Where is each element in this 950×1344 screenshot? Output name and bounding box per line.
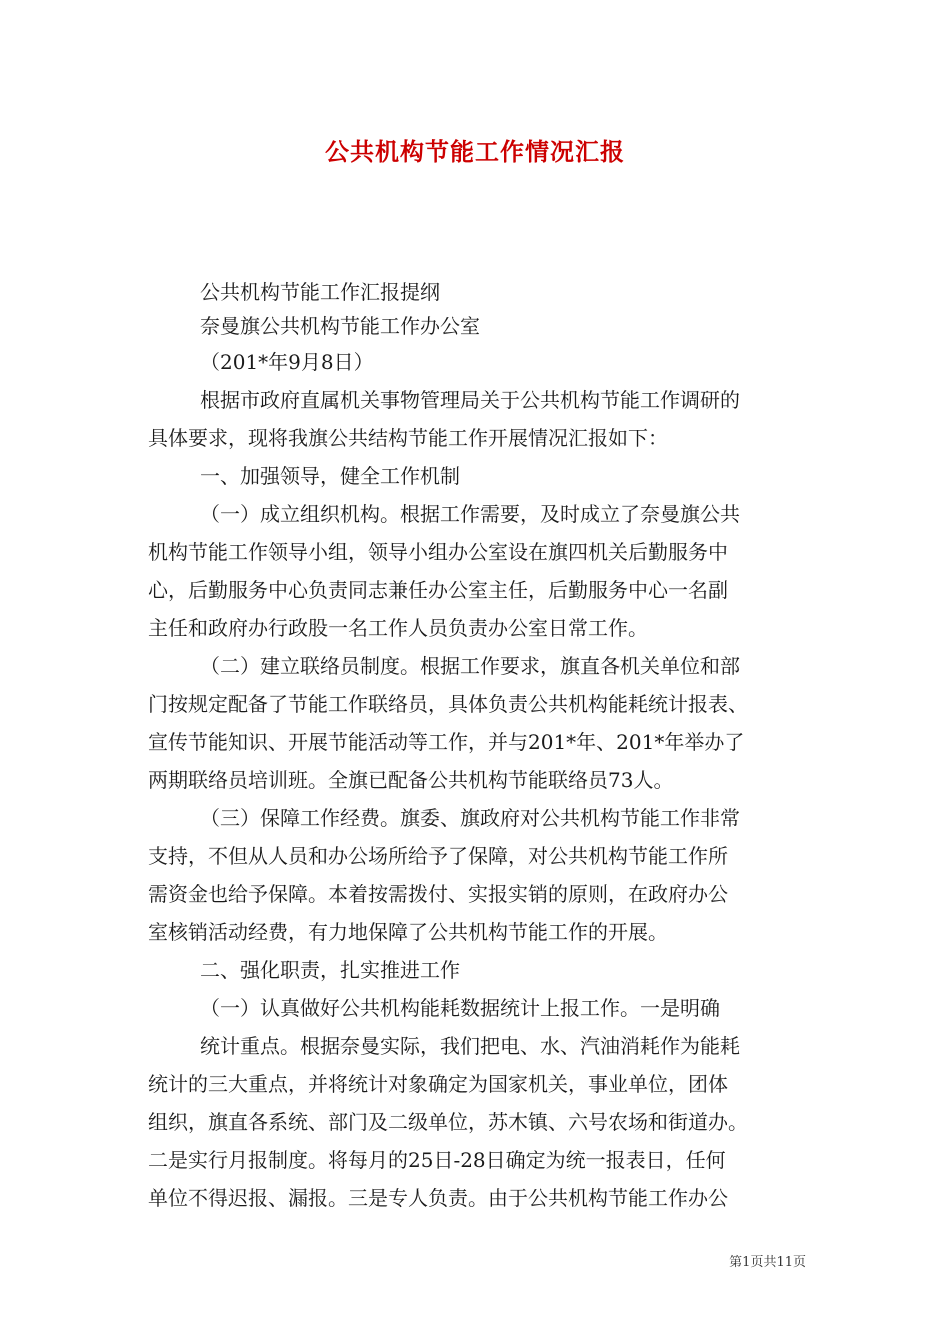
paragraph-line: 两期联络员培训班。全旗已配备公共机构节能联络员73人。	[148, 768, 674, 792]
paragraph-line: 支持，不但从人员和办公场所给予了保障，对公共机构节能工作所	[148, 844, 728, 868]
paragraph-line: 主任和政府办行政股一名工作人员负责办公室日常工作。	[148, 616, 648, 640]
paragraph-line: 统计重点。根据奈曼实际，我们把电、水、汽油消耗作为能耗	[200, 1034, 740, 1058]
paragraph-line: 单位不得迟报、漏报。三是专人负责。由于公共机构节能工作办公	[148, 1186, 728, 1210]
paragraph-line: （一）成立组织机构。根据工作需要，及时成立了奈曼旗公共	[200, 502, 740, 526]
paragraph-line: 室核销活动经费，有力地保障了公共机构节能工作的开展。	[148, 920, 668, 944]
paragraph-line: 统计的三大重点，并将统计对象确定为国家机关，事业单位，团体	[148, 1072, 728, 1096]
paragraph-line: 需资金也给予保障。本着按需拨付、实报实销的原则，在政府办公	[148, 882, 728, 906]
paragraph-line: （201*年9月8日）	[200, 350, 374, 374]
paragraph-line: 公共机构节能工作汇报提纲	[200, 280, 440, 304]
paragraph-line: 心，后勤服务中心负责同志兼任办公室主任，后勤服务中心一名副	[148, 578, 728, 602]
paragraph-line: 具体要求，现将我旗公共结构节能工作开展情况汇报如下：	[148, 426, 668, 450]
paragraph-line: 门按规定配备了节能工作联络员，具体负责公共机构能耗统计报表、	[148, 692, 748, 716]
paragraph-line: 组织，旗直各系统、部门及二级单位，苏木镇、六号农场和街道办。	[148, 1110, 748, 1134]
paragraph-line: （二）建立联络员制度。根据工作要求，旗直各机关单位和部	[200, 654, 740, 678]
paragraph-line: 二、强化职责，扎实推进工作	[200, 958, 460, 982]
document-title: 公共机构节能工作情况汇报	[325, 137, 625, 166]
paragraph-line: （三）保障工作经费。旗委、旗政府对公共机构节能工作非常	[200, 806, 740, 830]
paragraph-line: 根据市政府直属机关事物管理局关于公共机构节能工作调研的	[200, 388, 740, 412]
paragraph-line: 一、加强领导，健全工作机制	[200, 464, 460, 488]
paragraph-line: 二是实行月报制度。将每月的25日-28日确定为统一报表日，任何	[148, 1148, 726, 1172]
paragraph-line: （一）认真做好公共机构能耗数据统计上报工作。一是明确	[200, 996, 720, 1020]
page-number: 第1页共11页	[729, 1255, 806, 1270]
paragraph-line: 机构节能工作领导小组，领导小组办公室设在旗四机关后勤服务中	[148, 540, 728, 564]
paragraph-line: 奈曼旗公共机构节能工作办公室	[200, 314, 480, 338]
paragraph-line: 宣传节能知识、开展节能活动等工作，并与201*年、201*年举办了	[148, 730, 745, 754]
